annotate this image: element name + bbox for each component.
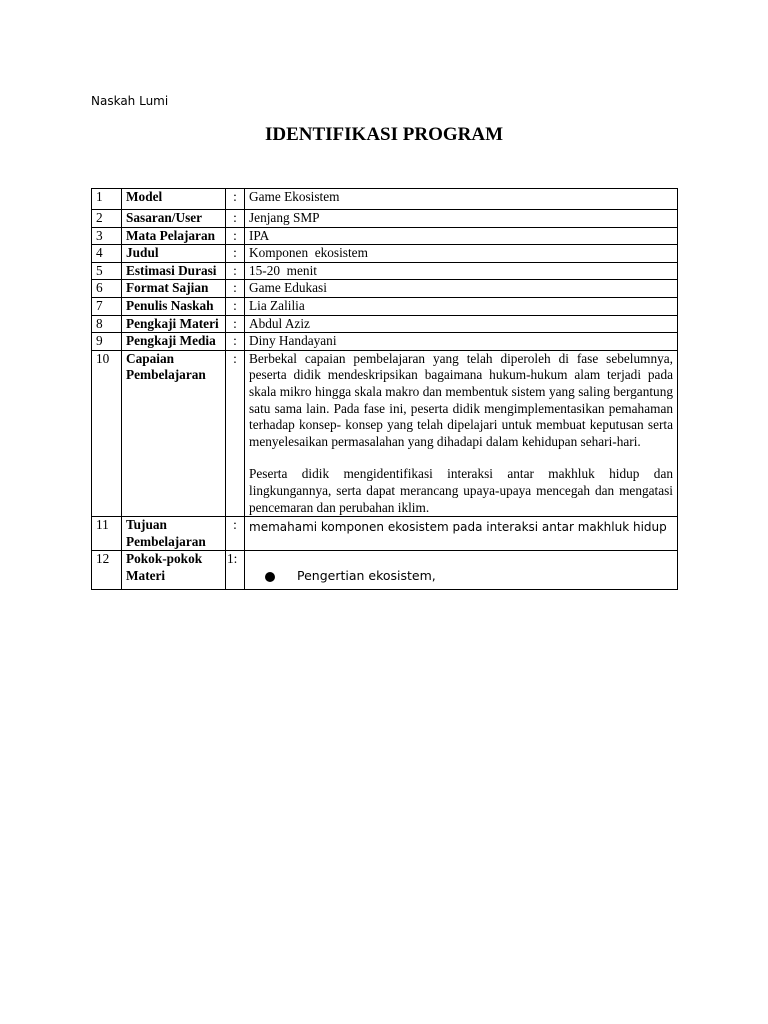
row-value: Game Edukasi [245, 280, 678, 298]
row-value: Komponen ekosistem [245, 245, 678, 263]
list-item-text: Pengertian ekosistem, [297, 568, 436, 584]
row-number: 2 [92, 210, 122, 228]
row-value: memahami komponen ekosistem pada interaksi antar makhluk hidup [245, 517, 678, 551]
row-value [245, 551, 678, 590]
row-number: 9 [92, 333, 122, 351]
row-colon: : [226, 297, 245, 315]
row-number: 7 [92, 297, 122, 315]
program-table [91, 188, 678, 590]
row-label: Penulis Naskah [122, 297, 226, 315]
row-colon: : [226, 517, 245, 551]
row-label: Sasaran/User [122, 210, 226, 228]
row-label: Pokok-pokok Materi [122, 551, 226, 590]
list-item [265, 568, 673, 589]
row-colon: : [226, 333, 245, 351]
row-colon: : [226, 245, 245, 263]
bullet-icon [265, 572, 275, 582]
row-label: Model [122, 189, 226, 210]
table-row [92, 297, 678, 315]
row-label: Format Sajian [122, 280, 226, 298]
row-colon: : [226, 280, 245, 298]
row-label: Tujuan Pembelajaran [122, 517, 226, 551]
table-row [92, 551, 678, 590]
row-label: Capaian Pembelajaran [122, 350, 226, 516]
row-number: 12 [92, 551, 122, 590]
table-row [92, 189, 678, 210]
table-row [92, 280, 678, 298]
row-colon: 1: [226, 551, 245, 590]
table-row [92, 333, 678, 351]
row-number: 4 [92, 245, 122, 263]
table-row [92, 315, 678, 333]
row-value: 15-20 menit [245, 262, 678, 280]
row-value: Abdul Aziz [245, 315, 678, 333]
row-colon: : [226, 315, 245, 333]
row-colon: : [226, 210, 245, 228]
table-row [92, 210, 678, 228]
row-value [245, 350, 678, 516]
row-colon: : [226, 350, 245, 516]
row-label: Judul [122, 245, 226, 263]
row-value: IPA [245, 227, 678, 245]
row-label: Estimasi Durasi [122, 262, 226, 280]
row-number: 3 [92, 227, 122, 245]
table-row [92, 227, 678, 245]
row-number: 6 [92, 280, 122, 298]
row-value: Diny Handayani [245, 333, 678, 351]
row-colon: : [226, 262, 245, 280]
table-row [92, 245, 678, 263]
table-row [92, 517, 678, 551]
capaian-paragraph: Berbekal capaian pembelajaran yang telah diperoleh di fase sebelumnya, peserta didik mendeskripsikan bagaimana hukum-hukum alam terjadi pada skala mikro hingga skala makro dan membentuk sistem yang saling bergantung satu sama lain. Pada fase ini, peserta didik mengimplementasikan pemahaman terhadap konsep- konsep yang telah dipelajari untuk membuat keputusan serta menyelesaikan permasalahan yang dihadapi dalam kehidupan sehari-hari. [249, 350, 673, 449]
row-number: 5 [92, 262, 122, 280]
row-value: Lia Zalilia [245, 297, 678, 315]
row-colon: : [226, 189, 245, 210]
table-row [92, 262, 678, 280]
row-number: 1 [92, 189, 122, 210]
page-title: IDENTIFIKASI PROGRAM [264, 124, 504, 145]
header-note: Naskah Lumi [91, 94, 169, 108]
row-label: Pengkaji Media [122, 333, 226, 351]
row-colon: : [226, 227, 245, 245]
row-label: Pengkaji Materi [122, 315, 226, 333]
row-number: 10 [92, 350, 122, 516]
row-label: Mata Pelajaran [122, 227, 226, 245]
row-value: Jenjang SMP [245, 210, 678, 228]
row-number: 11 [92, 517, 122, 551]
row-value: Game Ekosistem [245, 189, 678, 210]
capaian-paragraph: Peserta didik mengidentifikasi interaksi antar makhluk hidup dan lingkungannya, serta dapat merancang upaya-upaya mencegah dan mengatasi pencemaran dan perubahan iklim. [249, 466, 673, 515]
row-number: 8 [92, 315, 122, 333]
table-row [92, 350, 678, 516]
